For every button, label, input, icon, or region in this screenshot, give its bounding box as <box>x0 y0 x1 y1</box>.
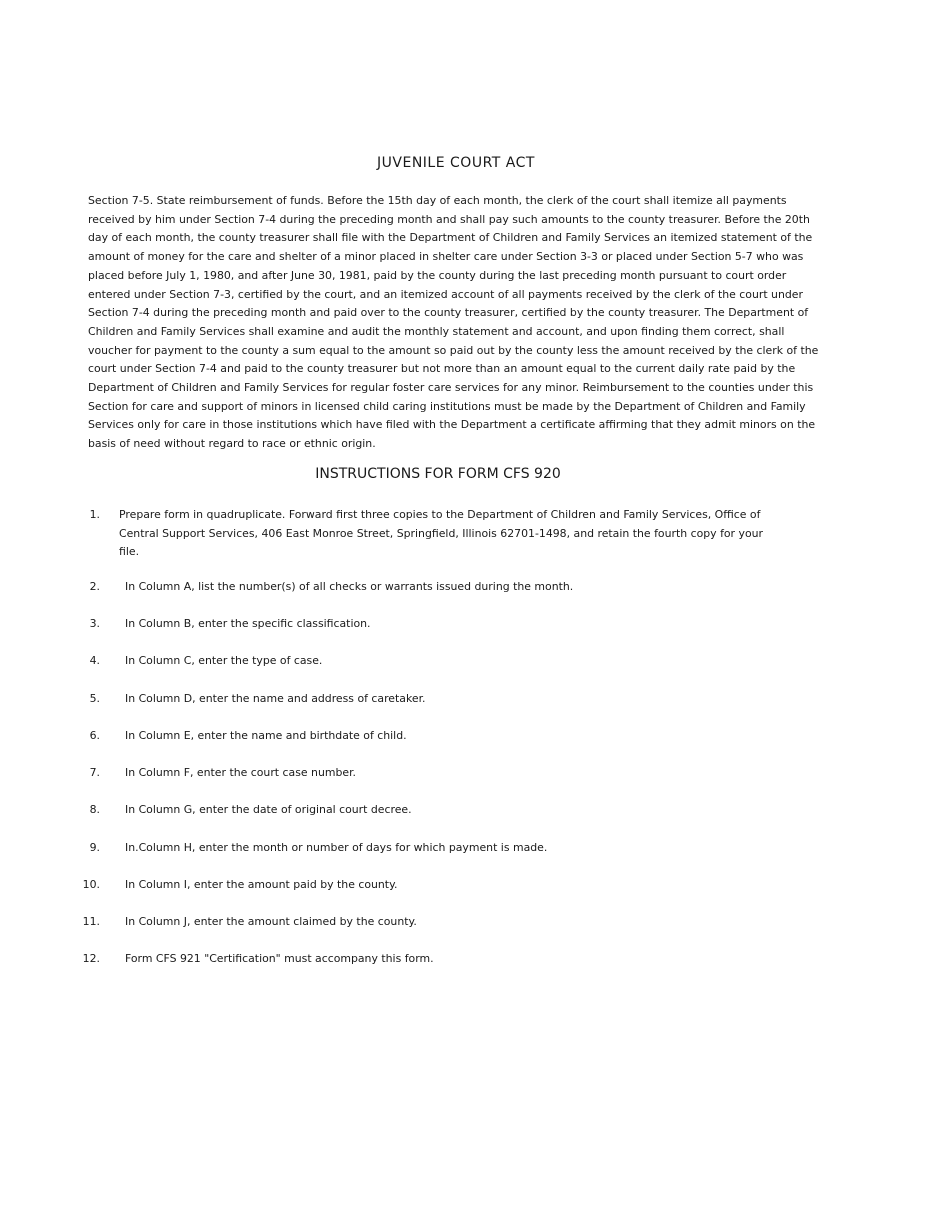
instruction-number: 5. <box>89 692 100 705</box>
instruction-text: In Column D, enter the name and address of caretaker. <box>125 692 426 705</box>
instruction-number: 2. <box>89 580 100 593</box>
instruction-number: 9. <box>89 841 100 854</box>
instruction-text: In Column E, enter the name and birthdate of child. <box>125 729 407 742</box>
instruction-text: In Column J, enter the amount claimed by the county. <box>125 915 417 928</box>
instruction-number: 3. <box>89 617 100 630</box>
instruction-text: In Column C, enter the type of case. <box>125 654 323 667</box>
instruction-text: In Column G, enter the date of original court decree. <box>125 803 412 816</box>
instruction-text: Form CFS 921 "Certification" must accompany this form. <box>125 952 434 965</box>
instruction-text: In.Column H, enter the month or number of days for which payment is made. <box>125 841 548 854</box>
instruction-text: In Column F, enter the court case number. <box>125 766 357 779</box>
instruction-text: In Column B, enter the specific classification. <box>125 617 371 630</box>
instruction-number: 6. <box>89 729 100 742</box>
instruction-number: 7. <box>89 766 100 779</box>
page-title: JUVENILE COURT ACT <box>377 155 535 171</box>
instruction-text: In Column I, enter the amount paid by the county. <box>125 878 398 891</box>
instruction-number: 11. <box>82 915 100 928</box>
instructions-title: INSTRUCTIONS FOR FORM CFS 920 <box>315 466 561 482</box>
instruction-number: 8. <box>89 803 100 816</box>
instruction-number: 12. <box>82 952 100 965</box>
statute-paragraph: Section 7-5. State reimbursement of funds. Before the 15th day of each month, the clerk of the court shall itemize all payments received by him under Section 7-4 during the preceding month and shall pay such amounts to the county treasurer. Before the 20th day of each month, the county treasurer shall file with the Department of Children and Family Services an itemized statement of the amount of money for the care and shelter of a minor placed in shelter care under Section 3-3 or placed under Section 5-7 who was placed before July 1, 1980, and after June 30, 1981, paid by the county during the last preceding month pursuant to court order entered under Section 7-3, certified by the court, and an itemized account of all payments received by the clerk of the court under Section 7-4 during the preceding month and paid over to the county treasurer, certified by the county treasurer. The Department of Children and Family Services shall examine and audit the monthly statement and account, and upon finding them correct, shall voucher for payment to the county a sum equal to the amount so paid out by the county less the amount received by the clerk of the court under Section 7-4 and paid to the county treasurer but not more than an amount equal to the current daily rate paid by the Department of Children and Family Services for regular foster care services for any minor. Reimbursement to the counties under this Section for care and support of minors in licensed child caring institutions must be made by the Department of Children and Family Services only for care in those institutions which have filed with the Department a certificate affirming that they admit minors on the basis of need without regard to race or ethnic origin. <box>88 194 819 451</box>
instruction-number: 10. <box>82 878 100 891</box>
instruction-number: 4. <box>89 654 100 667</box>
instruction-text: Prepare form in quadruplicate. Forward first three copies to the Department of Children and Family Services, Office of Central Support Services, 406 East Monroe Street, Springfield, Illinois 62701-1498, and retain the fourth copy for your file. <box>119 508 763 559</box>
instruction-text: In Column A, list the number(s) of all checks or warrants issued during the month. <box>125 580 574 593</box>
instruction-number: 1. <box>89 508 100 521</box>
